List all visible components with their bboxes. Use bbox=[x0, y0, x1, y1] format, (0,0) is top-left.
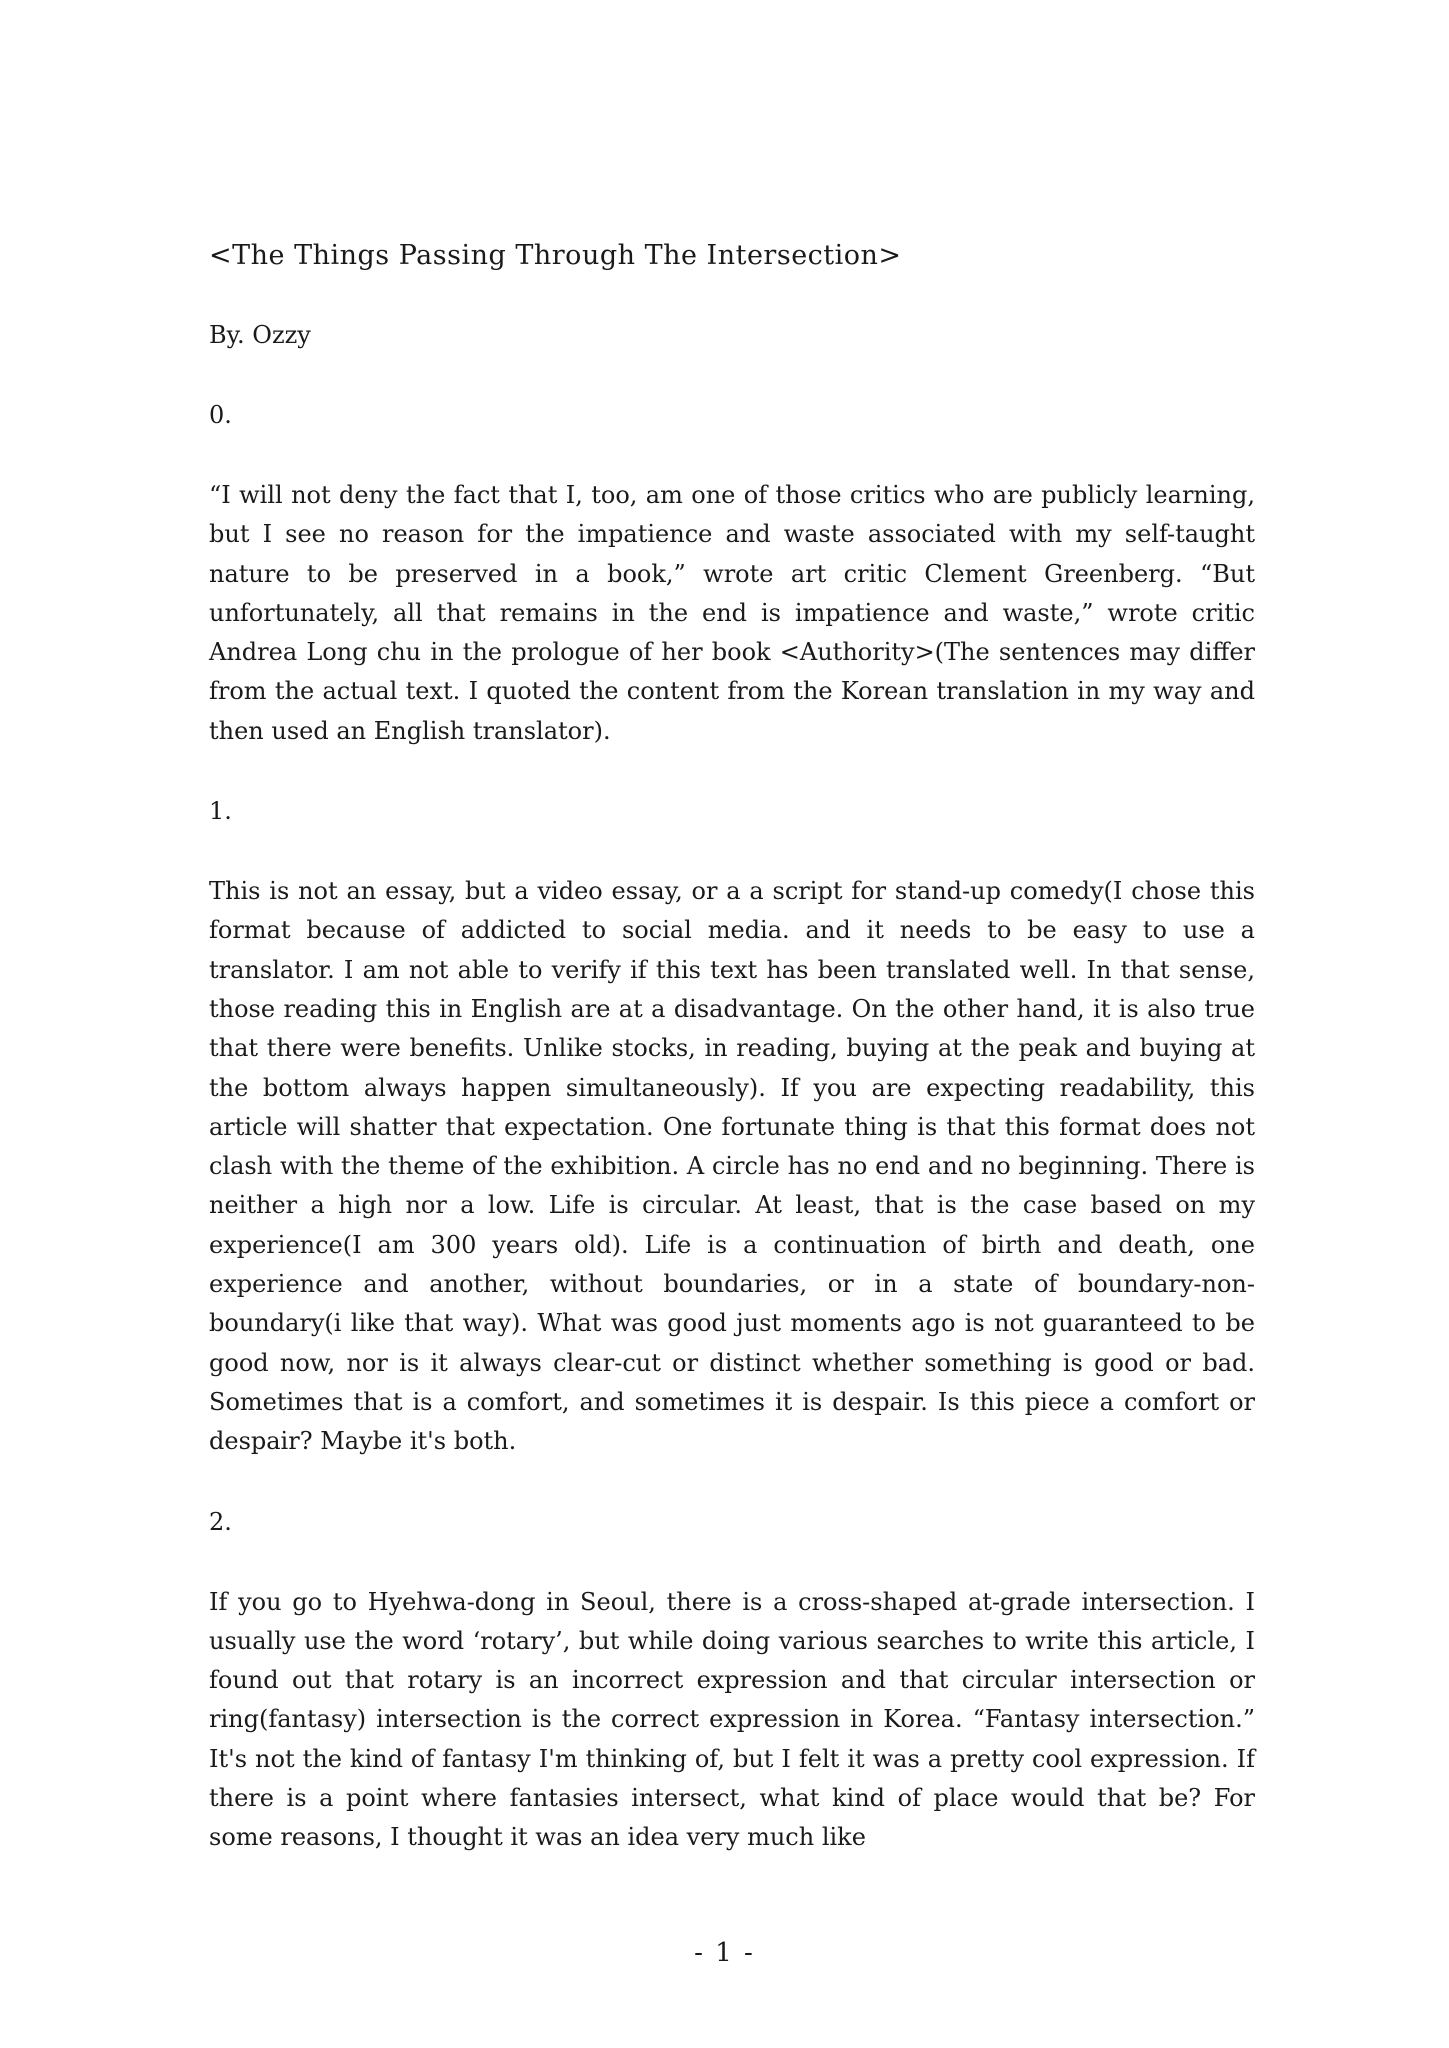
page-number: - 1 - bbox=[694, 1938, 755, 1968]
document-title: <The Things Passing Through The Intersection> bbox=[209, 240, 902, 271]
section-paragraph: This is not an essay, but a video essay, or a a script for stand-up comedy(I chose this format because of addicted to social media. and it needs to be easy to use a translator. I am not able to verify if this text has been translated well. In that sense, those reading this in English are at a disadvantage. On the other hand, it is also true that there were benefits. Unlike stocks, in reading, buying at the peak and buying at the bottom always happen simultaneously). If you are expecting readability, this article will shatter that expectation. One fortunate thing is that this format does not clash with the theme of the exhibition. A circle has no end and no beginning. There is neither a high nor a low. Life is circular. At least, that is the case based on my experience(I am 300 years old). Life is a continuation of birth and death, one experience and another, without boundaries, or in a state of boundary-non-boundary(i like that way). What was good just moments ago is not guaranteed to be good now, nor is it always clear-cut or distinct whether something is good or bad. Sometimes that is a comfort, and sometimes it is despair. Is this piece a comfort or despair? Maybe it's both. bbox=[209, 877, 1255, 1456]
author-line: By. Ozzy bbox=[209, 321, 311, 349]
section-number: 2. bbox=[209, 1507, 232, 1536]
section-paragraph: If you go to Hyehwa-dong in Seoul, there is a cross-shaped at-grade intersection. I usually use the word ‘rotary’, but while doing various searches to write this article, I found out that rotary is an incorrect expression and that circular intersection or ring(fantasy) intersection is the correct expression in Korea. “Fantasy intersection.” It's not the kind of fantasy I'm thinking of, but I felt it was a pretty cool expression. If there is a point where fantasies intersect, what kind of place would that be? For some reasons, I thought it was an idea very much like bbox=[209, 1587, 1255, 1852]
document-body bbox=[209, 236, 1255, 1899]
section-number: 0. bbox=[209, 401, 232, 429]
section-paragraph: “I will not deny the fact that I, too, am one of those critics who are publicly learning, but I see no reason for the impatience and waste associated with my self-taught nature to be preserved in a book,” wrote art critic Clement Greenberg. “But unfortunately, all that remains in the end is impatience and waste,” wrote critic Andrea Long chu in the prologue of her book <Authority>(The sentences may differ from the actual text. I quoted the content from the Korean translation in my way and then used an English translator). bbox=[209, 481, 1255, 745]
section-number: 1. bbox=[209, 797, 232, 826]
